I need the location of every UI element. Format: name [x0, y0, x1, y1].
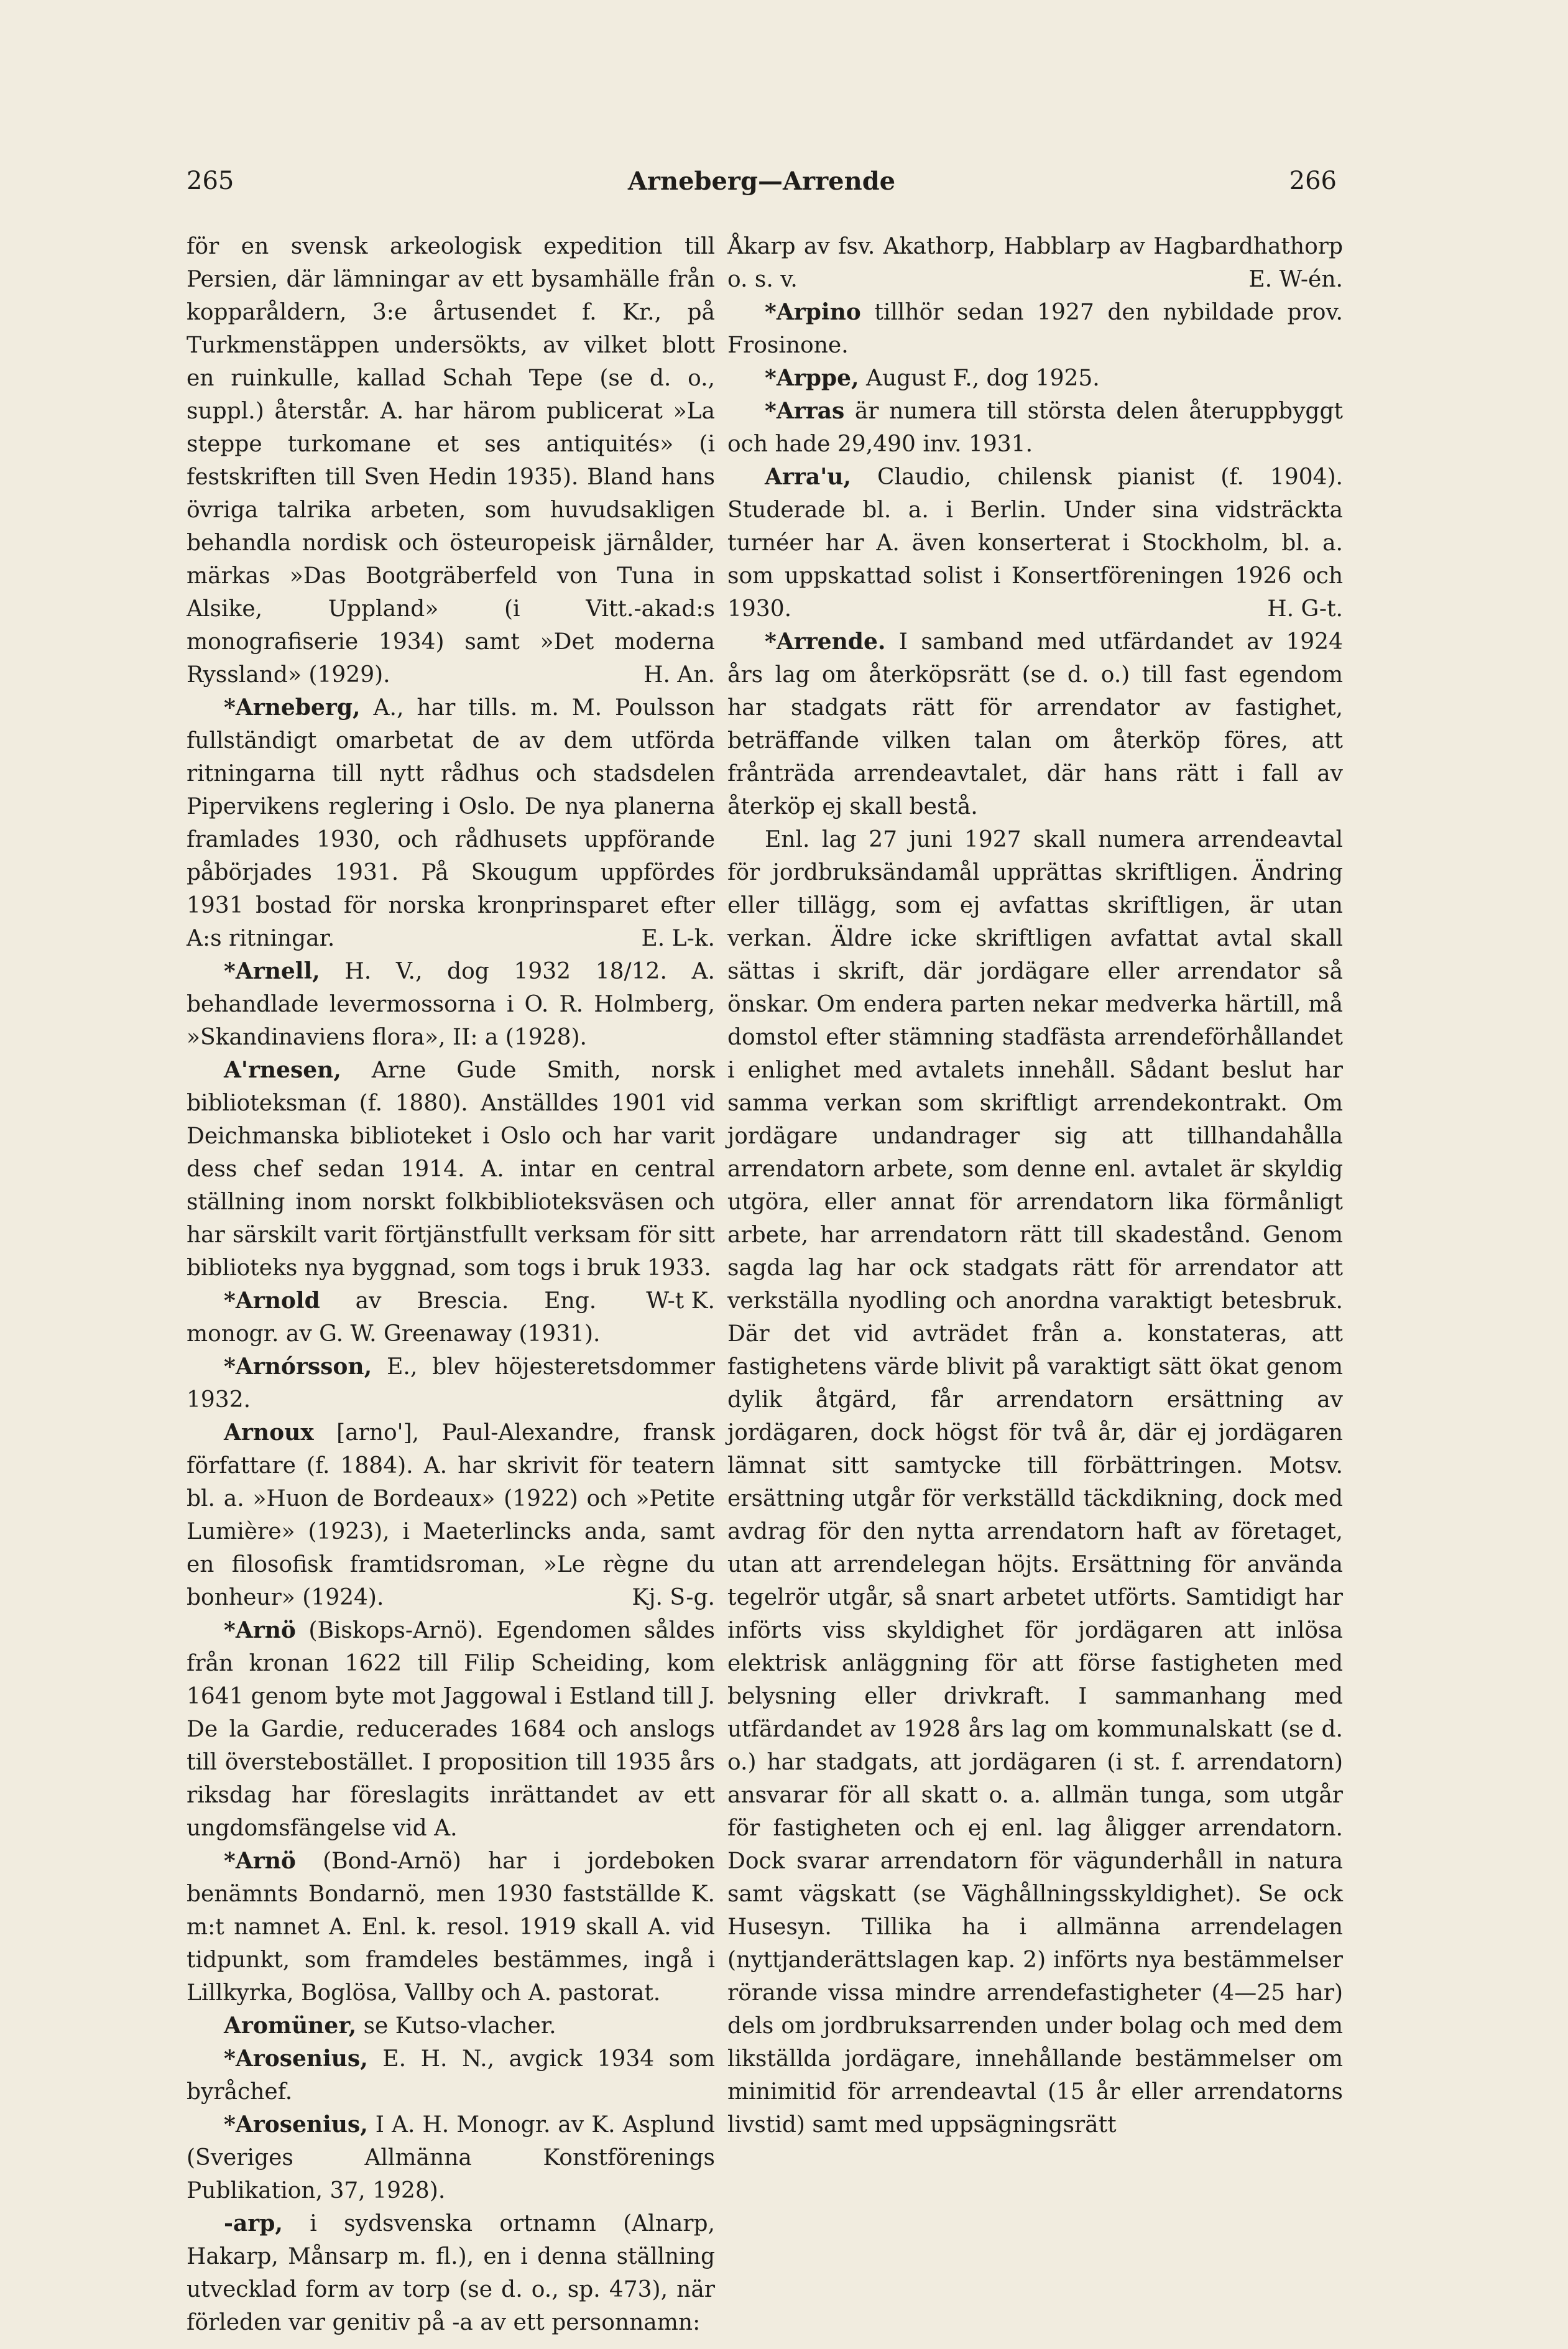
entry	[187, 2207, 715, 2339]
entry-headword: Arra'u,	[765, 464, 851, 490]
entry-signature: Kj. S-g.	[632, 1585, 715, 1610]
entry	[727, 296, 1343, 362]
entry-text: E. H. N., avgick 1934 som byråchef.	[187, 2046, 715, 2105]
entry-text: Enl. lag 27 juni 1927 skall numera arrendeavtal för jordbruksändamål upprättas skriftligen. Ändring eller tillägg, som ej avfattas skriftligen, är utan verkan. Äldre icke skriftligen avfattat avtal skall sättas i skrift, där jordägare eller arrendator så önskar. Om endera parten nekar medverka härtill, må domstol efter stämning stadfästa arrendeförhållandet i enlighet med avtalets innehåll. Sådant beslut har samma verkan som skriftligt arrendekontrakt. Om jordägare undandrager sig att tillhandahålla arrendatorn arbete, som denne enl. avtalet är skyldig utgöra, eller annat för arrendatorn lika förmånligt arbete, har arrendatorn rätt till skadestånd. Genom sagda lag har ock stadgats rätt för arrendator att verkställa nyodling och anordna varaktigt betesbruk. Där det vid avträdet från a. konstateras, att fastighetens värde blivit på varaktigt sätt ökat genom dylik åtgärd, får arrendatorn ersättning av jordägaren, dock högst för två år, där ej jordägaren lämnat sitt samtycke till förbättringen. Motsv. ersättning utgår för verkställd täckdikning, dock med avdrag för den nytta arrendatorn haft av företaget, utan att arrendelegan höjts. Ersättning för använda tegelrör utgår, så snart arbetet utförts. Samtidigt har införts viss skyldighet för jordägaren att inlösa elektrisk anläggning för att förse fastigheten med belysning eller drivkraft. I sammanhang med utfärdandet av 1928 års lag om kommunalskatt (se d. o.) har stadgats, att jordägaren (i st. f. arrendatorn) ansvarar för all skatt o. a. allmän tunga, som utgår för fastigheten och ej enl. lag åligger arrendatorn. Dock svarar arrendatorn för vägunderhåll in natura samt vägskatt (se Väghållningsskyldighet). Se ock Husesyn. Tillika ha i allmänna arrendelagen (nyttjanderättslagen kap. 2) införts nya bestämmelser rörande vissa mindre arrendefastigheter (4—25 har) dels om jordbruksarrenden under bolag och med dem likställda jordägare, innehållande bestämmelser om minimitid för arrendeavtal (15 år eller arrendatorns livstid) samt med uppsägningsrätt	[727, 827, 1343, 2138]
entry-text: E., blev höjesteretsdommer 1932.	[187, 1354, 715, 1413]
entry	[187, 691, 715, 955]
entry-headword: A'rnesen,	[224, 1057, 341, 1083]
entry-headword: *Arneberg,	[224, 695, 361, 721]
left-column	[187, 230, 715, 2339]
entry-text: (Bond-Arnö) har i jordeboken benämnts Bondarnö, men 1930 fastställde K. m:t namnet A. Enl. k. resol. 1919 skall A. vid tidpunkt, som framdeles bestämmes, ingå i Lillkyrka, Boglösa, Vallby och A. pastorat.	[187, 1848, 715, 2006]
entry	[727, 230, 1343, 296]
entry	[727, 461, 1343, 625]
entry-text: Arne Gude Smith, norsk biblioteksman (f. 1880). Anställdes 1901 vid Deichmanska biblioteket i Oslo och har varit dess chef sedan 1914. A. intar en central ställning inom norskt folkbiblioteksväsen och har särskilt varit förtjänstfullt verksam för sitt biblioteks nya byggnad, som togs i bruk 1933.	[187, 1058, 715, 1281]
entry-headword: *Arnö	[224, 1848, 296, 1874]
entry-text: i sydsvenska ortnamn (Alnarp, Hakarp, Månsarp m. fl.), en i denna ställning utvecklad form av torp (se d. o., sp. 473), när förleden var genitiv på -a av ett personnamn:	[187, 2211, 715, 2335]
running-title: Arneberg—Arrende	[627, 167, 896, 196]
entry-headword: *Arnold	[224, 1288, 320, 1314]
entry-signature: W-t K.	[646, 1288, 715, 1314]
entry-headword: *Arosenius,	[224, 2046, 368, 2072]
entry	[187, 2042, 715, 2108]
entry-headword: *Arrende.	[765, 629, 886, 655]
entry-signature: E. W-én.	[1248, 267, 1343, 292]
entry	[727, 395, 1343, 461]
entry	[187, 230, 715, 691]
right-column	[727, 230, 1343, 2141]
entry-headword: *Arosenius,	[224, 2111, 368, 2138]
entry-text: H. V., dog 1932 18/12. A. behandlade levermossorna i O. R. Holmberg, »Skandinaviens flora», II: a (1928).	[187, 959, 715, 1050]
entry	[727, 823, 1343, 2141]
entry-headword: *Arnórsson,	[224, 1354, 372, 1380]
page-number-left: 265	[187, 167, 234, 195]
entry-text: A., har tills. m. M. Poulsson fullständigt omarbetat de av dem utförda ritningarna till nytt rådhus och stadsdelen Pipervikens reglering i Oslo. De nya planerna framlades 1930, och rådhusets uppförande påbörjades 1931. På Skougum uppfördes 1931 bostad för norska kronprinsparet efter A:s ritningar.	[187, 695, 715, 951]
entry-text: för en svensk arkeologisk expedition till Persien, där lämningar av ett bysamhälle från kopparåldern, 3:e årtusendet f. Kr., på Turkmenstäppen undersökts, av vilket blott en ruinkulle, kallad Schah Tepe (se d. o., suppl.) återstår. A. har härom publicerat »La steppe turkomane et ses antiquités» (i festskriften till Sven Hedin 1935). Bland hans övriga talrika arbeten, som huvudsakligen behandla nordisk och östeuropeisk järnålder, märkas »Das Bootgräberfeld von Tuna in Alsike, Uppland» (i Vitt.-akad:s monografiserie 1934) samt »Det moderna Ryssland» (1929).	[187, 234, 715, 688]
entry	[187, 2010, 715, 2042]
entry-headword: *Arnö	[224, 1617, 296, 1643]
entry-text: [arno'], Paul-Alexandre, fransk författare (f. 1884). A. har skrivit för teatern bl. a. »Huon de Bordeaux» (1922) och »Petite Lumière» (1923), i Maeterlincks anda, samt en filosofisk framtidsroman, »Le règne du bonheur» (1924).	[187, 1420, 715, 1610]
entry-headword: Arnoux	[224, 1419, 314, 1446]
entry	[187, 2108, 715, 2207]
entry-text: I samband med utfärdandet av 1924 års lag om återköpsrätt (se d. o.) till fast egendom har stadgats rätt för arrendator av fastighet, beträffande vilken talan om återköp föres, att frånträda arrendeavtalet, där hans rätt i fall av återköp ej skall bestå.	[727, 629, 1343, 819]
entry-headword: *Arnell,	[224, 958, 320, 984]
page-header	[187, 167, 1337, 204]
entry-text: Claudio, chilensk pianist (f. 1904). Studerade bl. a. i Berlin. Under sina vidsträckta turnéer har A. även konserterat i Stockholm, bl. a. som uppskattad solist i Konsertföreningen 1926 och 1930.	[727, 464, 1343, 622]
entry-text: är numera till största delen återuppbyggt och hade 29,490 inv. 1931.	[727, 399, 1343, 457]
entry	[727, 625, 1343, 823]
entry-text: tillhör sedan 1927 den nybildade prov. Frosinone.	[727, 300, 1343, 358]
entry-headword: Aromüner,	[224, 2013, 357, 2039]
entry	[187, 1416, 715, 1614]
entry-text: (Biskops-Arnö). Egendomen såldes från kronan 1622 till Filip Scheiding, kom 1641 genom byte mot Jaggowal i Estland till J. De la Gardie, reducerades 1684 och anslogs till överstebostället. I proposition till 1935 års riksdag har föreslagits inrättandet av ett ungdomsfängelse vid A.	[187, 1618, 715, 1841]
entry-text: av Brescia. Eng. monogr. av G. W. Greenaway (1931).	[187, 1288, 601, 1347]
entry-headword: *Arras	[765, 398, 845, 424]
entry-text: Åkarp av fsv. Akathorp, Habblarp av Hagbardhathorp o. s. v.	[727, 234, 1343, 292]
entry	[187, 1614, 715, 1845]
entry-headword: *Arpino	[765, 299, 861, 325]
entry	[187, 1845, 715, 2010]
entry-text: I A. H. Monogr. av K. Asplund (Sveriges Allmänna Konstförenings Publikation, 37, 1928).	[187, 2112, 715, 2204]
page-number-right: 266	[1289, 167, 1337, 195]
entry-signature: H. An.	[643, 662, 715, 688]
entry	[187, 955, 715, 1054]
entry-text: se Kutso-vlacher.	[356, 2013, 556, 2039]
entry-signature: E. L-k.	[641, 926, 715, 951]
entry-text: August F., dog 1925.	[859, 366, 1100, 391]
entry-headword: -arp,	[224, 2210, 283, 2236]
entry	[187, 1350, 715, 1416]
entry	[727, 362, 1343, 395]
entry-signature: H. G-t.	[1267, 596, 1343, 622]
entry-headword: *Arppe,	[765, 365, 859, 391]
